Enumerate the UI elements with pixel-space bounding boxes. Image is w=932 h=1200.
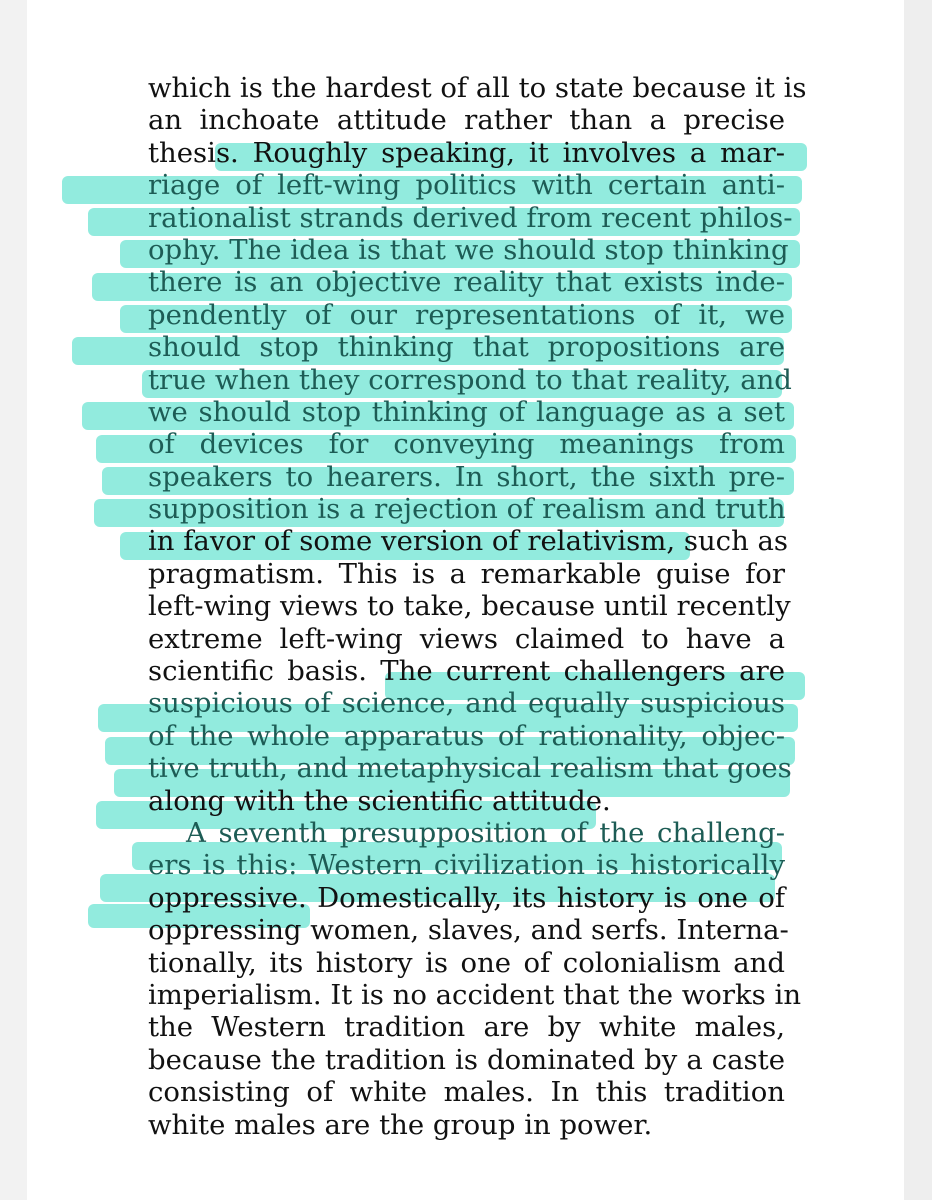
highlighted-text-line: should stop thinking that propositions are [148, 331, 785, 364]
highlighted-text-line: supposition is a rejection of realism and truth [148, 493, 786, 526]
highlighted-text-line: we should stop thinking of language as a set [148, 395, 785, 428]
highlighted-text-line: ers is this: Western civilization is historically [148, 849, 785, 882]
text-line: an inchoate attitude rather than a precise [148, 104, 785, 137]
text-line: white males are the group in power. [148, 1108, 653, 1141]
text-line: consisting of white males. In this tradition [148, 1076, 785, 1109]
text-line: which is the hardest of all to state because it is [148, 72, 807, 104]
text-line: oppressive. Domestically, its history is one of [148, 881, 785, 914]
text-line: left-wing views to take, because until recently [148, 590, 791, 623]
highlighted-text-line: speakers to hearers. In short, the sixth pre- [148, 460, 785, 493]
highlighted-text-line: A seventh presupposition of the challeng- [186, 816, 785, 849]
text-line: because the tradition is dominated by a caste [148, 1043, 785, 1076]
highlighted-text-line: of the whole apparatus of rationality, objec- [148, 719, 785, 752]
text-line: the Western tradition are by white males, [148, 1011, 785, 1044]
text-line: along with the scientific attitude. [148, 784, 611, 817]
highlighted-text-line: rationalist strands derived from recent philos- [148, 201, 793, 234]
highlighted-text-line: ophy. The idea is that we should stop thinking [148, 233, 789, 266]
text-line: scientific basis. The current challengers are [148, 655, 785, 688]
highlighted-text-line: pendently of our representations of it, we [148, 298, 785, 331]
highlighted-text-line: tive truth, and metaphysical realism that goes [148, 752, 792, 785]
text-line: in favor of some version of relativism, such as [148, 525, 789, 558]
highlighted-text-line: true when they correspond to that reality, and [148, 363, 792, 396]
text-line: extreme left-wing views claimed to have a [148, 622, 785, 655]
text-line: pragmatism. This is a remarkable guise for [148, 557, 785, 590]
book-page-text [148, 72, 807, 1141]
text-line: thesis. Roughly speaking, it involves a mar- [148, 136, 785, 169]
highlighted-text-line: suspicious of science, and equally suspicious [148, 687, 785, 720]
text-line: imperialism. It is no accident that the works in [148, 978, 802, 1011]
highlighted-text-line: riage of left-wing politics with certain anti- [148, 169, 785, 202]
highlighted-text-line: there is an objective reality that exists inde- [148, 266, 785, 299]
text-line: tionally, its history is one of colonialism and [148, 946, 785, 979]
text-line: oppressing women, slaves, and serfs. Interna- [148, 914, 789, 947]
highlighted-text-line: of devices for conveying meanings from [148, 428, 785, 461]
